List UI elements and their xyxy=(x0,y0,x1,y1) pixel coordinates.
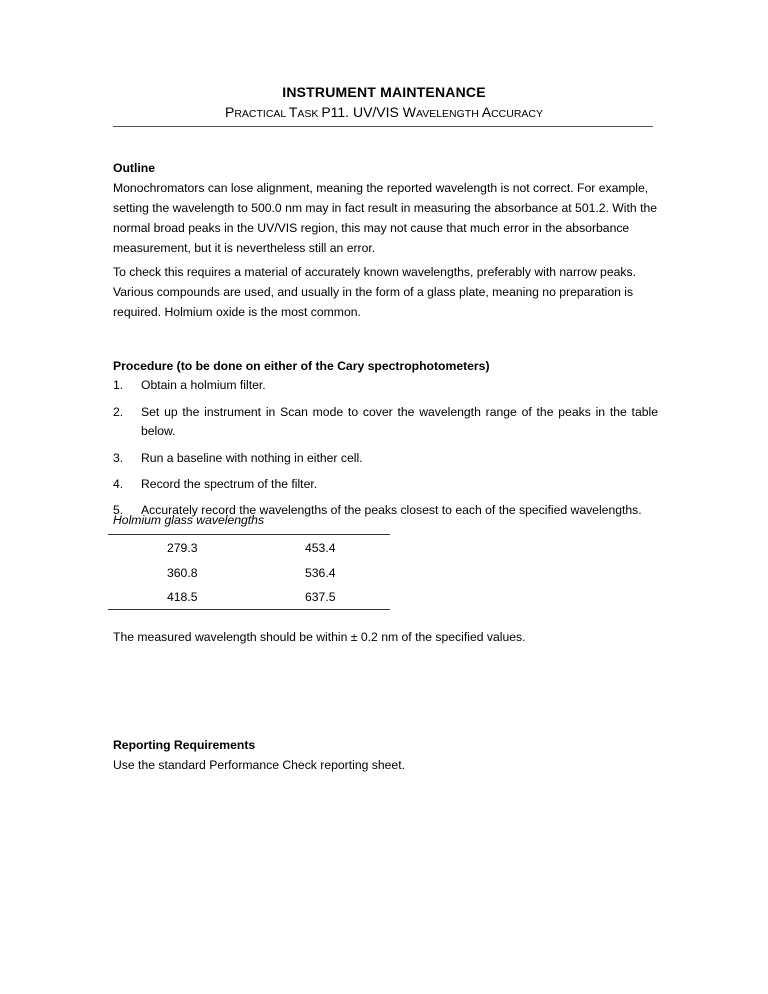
table-cell: 536.4 xyxy=(305,566,336,580)
reporting-heading: Reporting Requirements xyxy=(113,738,256,752)
table-cell: 453.4 xyxy=(305,541,336,555)
subtitle-part: CCURACY xyxy=(491,108,543,120)
step-number: 4. xyxy=(113,477,124,491)
table-caption: Holmium glass wavelengths xyxy=(113,513,265,527)
table-cell: 279.3 xyxy=(167,541,198,555)
step-number: 1. xyxy=(113,378,124,392)
subtitle-part: AVELENGTH xyxy=(415,108,482,120)
step-text: Set up the instrument in Scan mode to cover the wavelength range of the peaks in the table below. xyxy=(141,405,658,438)
table-top-rule xyxy=(108,534,390,535)
procedure-heading-block xyxy=(113,356,658,376)
subtitle-part: ASK xyxy=(297,108,322,120)
outline-section xyxy=(113,158,658,258)
step-number: 2. xyxy=(113,405,124,419)
subtitle-part: W xyxy=(402,104,416,120)
outline-paragraph-2: To check this requires a material of accurately known wavelengths, preferably with narrow peaks. Various compounds are used, and usually in the form of a glass plate, meaning no preparation is required. Holmium oxide is the most common. xyxy=(113,265,636,319)
table-bottom-rule xyxy=(108,609,390,610)
table-cell: 418.5 xyxy=(167,590,198,604)
subtitle-part: RACTICAL xyxy=(234,108,289,120)
subtitle-part: P11. UV/VIS xyxy=(321,104,403,120)
reporting-text: Use the standard Performance Check reporting sheet. xyxy=(113,758,405,772)
subtitle-part: P xyxy=(225,104,235,120)
subtitle-part: T xyxy=(288,104,298,120)
table-cell: 360.8 xyxy=(167,566,198,580)
tolerance-note-block xyxy=(113,627,658,647)
subtitle-part: A xyxy=(481,104,492,120)
step-text: Record the spectrum of the filter. xyxy=(141,477,318,491)
step-text: Run a baseline with nothing in either cell. xyxy=(141,451,363,465)
reporting-section xyxy=(113,735,658,775)
step-text: Accurately record the wavelengths of the peaks closest to each of the specified wavelengths. xyxy=(141,503,642,517)
document-subtitle xyxy=(0,104,768,120)
procedure-heading: Procedure (to be done on either of the Cary spectrophotometers) xyxy=(113,359,490,373)
outline-paragraph-2-block xyxy=(113,262,658,322)
header-divider xyxy=(113,126,653,127)
document-title: INSTRUMENT MAINTENANCE xyxy=(282,84,486,100)
outline-paragraph-1: Monochromators can lose alignment, meaning the reported wavelength is not correct. For example, setting the wavelength to 500.0 nm may in fact result in measuring the absorbance at 501.2. With the normal broad peaks in the UV/VIS region, this may not cause that much error in the absorbance measurement, but it is nevertheless still an error. xyxy=(113,181,658,255)
outline-heading: Outline xyxy=(113,161,155,175)
step-number: 5. xyxy=(113,503,124,517)
tolerance-note: The measured wavelength should be within ± 0.2 nm of the specified values. xyxy=(113,630,526,644)
step-number: 3. xyxy=(113,451,124,465)
step-text: Obtain a holmium filter. xyxy=(141,378,266,392)
table-cell: 637.5 xyxy=(305,590,336,604)
